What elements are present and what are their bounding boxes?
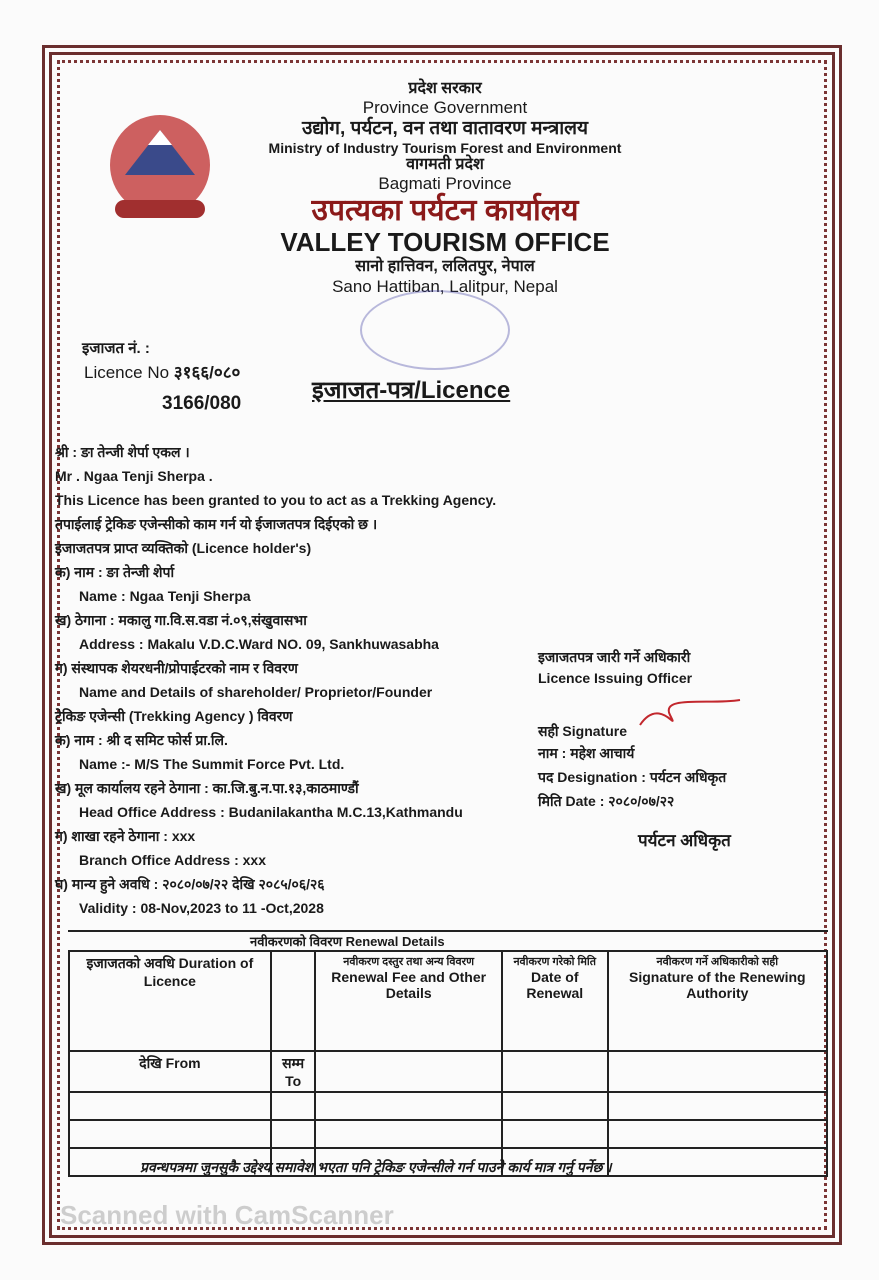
licence-line: ग) संस्थापक शेयरधनी/प्रोपाईटरको नाम र विवरण (55, 660, 298, 676)
licence-line: This Licence has been granted to you to act as a Trekking Agency. (55, 492, 497, 508)
office: VALLEY TOURISM OFFICE (280, 227, 610, 258)
officer-date: मिति Date : २०८०/०७/२२ (538, 793, 675, 809)
licence-line: ग) शाखा रहने ठेगाना : xxx (55, 828, 196, 844)
licence-line: घ) मान्य हुने अवधि : २०८०/०७/२२ देखि २०८५/०६/२६ (55, 876, 325, 892)
officer-title: Licence Issuing Officer (538, 670, 693, 686)
licence-line: Name and Details of shareholder/ Proprietor/Founder (79, 684, 433, 700)
renewal-title: नवीकरणको विवरण Renewal Details (250, 934, 445, 949)
signature-label: सही Signature (538, 723, 627, 739)
licence-line: तपाईलाई ट्रेकिङ एजेन्सीको काम गर्न यो ईजाजतपत्र दिईएको छ । (55, 516, 378, 532)
col5: Signature of the Renewing Authority (629, 969, 806, 1001)
camscanner-watermark: Scanned with CamScanner (60, 1200, 394, 1230)
ministry: Ministry of Industry Tourism Forest and Environment (268, 139, 622, 156)
col-to: सम्म To (271, 1051, 316, 1092)
col-duration: इजाजतको अवधि Duration of Licence (69, 951, 271, 1051)
nepal-emblem-icon (90, 105, 230, 225)
signature-mark (630, 695, 750, 740)
licence-line: Mr . Ngaa Tenji Sherpa . (55, 468, 213, 484)
licence-label: Licence No (84, 363, 170, 382)
office-np: उपत्यका पर्यटन कार्यालय (311, 193, 579, 227)
officer-designation: पद Designation : पर्यटन अधिकृत (538, 769, 727, 785)
province: Bagmati Province (378, 174, 512, 194)
licence-line: Name : Ngaa Tenji Sherpa (79, 588, 251, 604)
ministry-np: उद्योग, पर्यटन, वन तथा वातावरण मन्त्रालय (301, 117, 589, 139)
licence-body (55, 440, 555, 920)
licence-line: क) नाम : ङा तेन्जी शेर्पा (55, 564, 175, 580)
licence-label-np: इजाजत नं. : (82, 340, 150, 357)
licence-line: इजाजतपत्र प्राप्त व्यक्तिको (Licence holder's) (55, 540, 312, 556)
licence-line: Validity : 08-Nov,2023 to 11 -Oct,2028 (79, 900, 324, 916)
address-np: सानो हात्तिवन, ललितपुर, नेपाल (355, 258, 535, 276)
licence-number-np: ३१६६/०८० (173, 363, 241, 382)
address: Sano Hattiban, Lalitpur, Nepal (332, 276, 558, 296)
col-from: देखि From (69, 1051, 271, 1092)
renewal-table (68, 950, 828, 1177)
gov-np: प्रदेश सरकार (408, 80, 482, 97)
office-stamp (360, 290, 510, 370)
licence-line: Name :- M/S The Summit Force Pvt. Ltd. (79, 756, 345, 772)
licence-line: ख) ठेगाना : मकालु गा.वि.स.वडा नं.०९,संखुवासभा (55, 612, 307, 628)
licence-line: Branch Office Address : xxx (79, 852, 266, 868)
officer-name: नाम : महेश आचार्य (538, 745, 635, 761)
licence-number: 3166/080 (162, 393, 242, 414)
letterhead (240, 80, 650, 296)
licence-line: Head Office Address : Budanilakantha M.C.13,Kathmandu (79, 804, 463, 820)
licence-line: ट्रेकिङ एजेन्सी (Trekking Agency ) विवरण (55, 708, 293, 724)
licence-title: इजाजत-पत्र/Licence (312, 377, 511, 404)
footer-note: प्रवन्धपत्रमा जुनसुकै उद्देश्य समावेश भएता पनि ट्रेकिङ एजेन्सीले गर्न पाउने कार्य मात्र गर्नु पर्नेछ । (140, 1159, 612, 1175)
col4-np: नवीकरण गरेको मिति (513, 956, 597, 968)
officer-title-np: इजाजतपत्र जारी गर्ने अधिकारी (538, 649, 691, 665)
col3: Renewal Fee and Other Details (331, 969, 487, 1001)
province-np: वागमती प्रदेश (406, 155, 484, 173)
licence-line: Address : Makalu V.D.C.Ward NO. 09, Sankhuwasabha (79, 636, 439, 652)
licence-line: श्री : ङा तेन्जी शेर्पा एकल । (55, 444, 190, 460)
col5-np: नवीकरण गर्ने अधिकारीको सही (656, 956, 779, 968)
gov: Province Government (362, 98, 528, 118)
licence-line: ख) मूल कार्यालय रहने ठेगाना : का.जि.बु.न.पा.१३,काठमाण्डौं (55, 780, 359, 796)
col4: Date of Renewal (526, 969, 584, 1001)
officer-stamp-title: पर्यटन अधिकृत (638, 831, 731, 850)
col3-np: नवीकरण दस्तुर तथा अन्य विवरण (343, 956, 475, 968)
licence-line: क) नाम : श्री द समिट फोर्स प्रा.लि. (55, 732, 228, 748)
